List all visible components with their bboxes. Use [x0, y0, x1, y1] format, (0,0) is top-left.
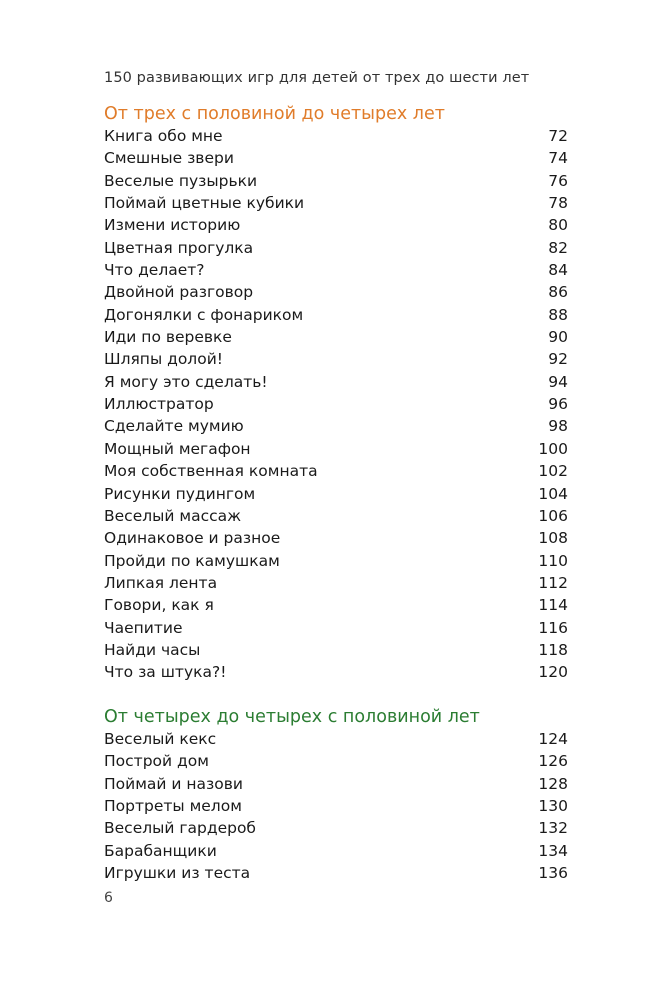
- toc-entry-page: 136: [538, 864, 568, 883]
- toc-entry-page: 110: [538, 551, 568, 570]
- toc-entry[interactable]: [104, 594, 568, 616]
- toc-entry-page: 94: [548, 372, 568, 391]
- toc-entry[interactable]: [104, 326, 568, 348]
- toc-entry-title: Что за штука?!: [104, 663, 227, 682]
- toc-entry-title: Построй дом: [104, 752, 209, 771]
- toc-list: [104, 728, 568, 884]
- toc-entry-title: Двойной разговор: [104, 283, 254, 302]
- toc-entry-title: Портреты мелом: [104, 797, 242, 816]
- toc-entry-page: 76: [548, 171, 568, 190]
- toc-entry[interactable]: [104, 617, 568, 639]
- toc-entry[interactable]: [104, 348, 568, 370]
- toc-entry-page: 106: [538, 506, 568, 525]
- toc-entry-title: Измени историю: [104, 216, 241, 235]
- toc-entry-title: Иллюстратор: [104, 395, 214, 414]
- toc-entry[interactable]: [104, 281, 568, 303]
- toc-entry[interactable]: [104, 505, 568, 527]
- toc-entry[interactable]: [104, 460, 568, 482]
- toc-entry[interactable]: [104, 170, 568, 192]
- toc-section-2: [104, 706, 568, 884]
- toc-entry-title: Догонялки с фонариком: [104, 305, 304, 324]
- toc-entry-title: Цветная прогулка: [104, 238, 254, 257]
- toc-entry-title: Сделайте мумию: [104, 417, 244, 436]
- toc-entry[interactable]: [104, 192, 568, 214]
- toc-entry[interactable]: [104, 817, 568, 839]
- toc-entry[interactable]: [104, 750, 568, 772]
- toc-entry-title: Барабанщики: [104, 841, 217, 860]
- toc-entry[interactable]: [104, 728, 568, 750]
- toc-entry-page: 88: [548, 305, 568, 324]
- toc-entry-title: Поймай цветные кубики: [104, 194, 305, 213]
- toc-entry-title: Веселый гардероб: [104, 819, 256, 838]
- toc-entry[interactable]: [104, 840, 568, 862]
- toc-entry-title: Липкая лента: [104, 573, 218, 592]
- toc-entry-title: Пройди по камушкам: [104, 551, 280, 570]
- toc-entry-title: Говори, как я: [104, 596, 214, 615]
- section-title: От четырех до четырех с половиной лет: [104, 707, 480, 727]
- toc-entry-title: Чаепитие: [104, 618, 183, 637]
- toc-entry-page: 130: [538, 797, 568, 816]
- toc-entry-page: 134: [538, 841, 568, 860]
- toc-entry-page: 132: [538, 819, 568, 838]
- toc-entry-title: Веселые пузырьки: [104, 171, 258, 190]
- toc-entry[interactable]: [104, 661, 568, 683]
- toc-entry-page: 128: [538, 774, 568, 793]
- toc-entry-page: 112: [538, 573, 568, 592]
- section-title: От трех с половиной до четырех лет: [104, 104, 445, 124]
- toc-entry[interactable]: [104, 415, 568, 437]
- toc-entry-page: 84: [548, 261, 568, 280]
- toc-entry-title: Рисунки пудингом: [104, 484, 256, 503]
- toc-entry-page: 90: [548, 328, 568, 347]
- page-number: 6: [104, 890, 113, 906]
- toc-entry[interactable]: [104, 550, 568, 572]
- toc-entry-page: 126: [538, 752, 568, 771]
- toc-entry-title: Веселый кекс: [104, 730, 217, 748]
- toc-entry-page: 108: [538, 529, 568, 548]
- toc-entry-page: 96: [548, 395, 568, 414]
- toc-entry-title: Я могу это сделать!: [104, 372, 268, 391]
- toc-entry-page: 116: [538, 618, 568, 637]
- toc-entry-page: 120: [538, 663, 568, 682]
- toc-entry-page: 118: [538, 640, 568, 659]
- toc-entry-page: 86: [548, 283, 568, 302]
- toc-entry-title: Игрушки из теста: [104, 864, 251, 883]
- toc-entry[interactable]: [104, 237, 568, 259]
- toc-entry-page: 80: [548, 216, 568, 235]
- toc-entry-page: 82: [548, 238, 568, 257]
- running-head: 150 развивающих игр для детей от трех до шести лет: [104, 70, 530, 86]
- toc-entry[interactable]: [104, 773, 568, 795]
- toc-entry[interactable]: [104, 862, 568, 884]
- toc-entry[interactable]: [104, 147, 568, 169]
- toc-list: [104, 125, 568, 684]
- toc-entry[interactable]: [104, 527, 568, 549]
- toc-section-1: [104, 103, 568, 684]
- toc-entry-title: Мощный мегафон: [104, 439, 251, 458]
- toc-entry-page: 124: [538, 730, 568, 748]
- toc-entry-page: 104: [538, 484, 568, 503]
- toc-entry-title: Одинаковое и разное: [104, 529, 281, 548]
- toc-entry-page: 74: [548, 149, 568, 168]
- toc-entry[interactable]: [104, 795, 568, 817]
- toc-entry-title: Веселый массаж: [104, 506, 242, 525]
- toc-entry[interactable]: [104, 393, 568, 415]
- toc-entry-page: 78: [548, 194, 568, 213]
- toc-entry[interactable]: [104, 304, 568, 326]
- toc-entry-title: Шляпы долой!: [104, 350, 223, 369]
- toc-entry-title: Книга обо мне: [104, 127, 223, 145]
- toc-entry-page: 72: [548, 127, 568, 145]
- toc-entry[interactable]: [104, 639, 568, 661]
- toc-entry[interactable]: [104, 483, 568, 505]
- toc-entry-title: Смешные звери: [104, 149, 234, 168]
- toc-entry[interactable]: [104, 572, 568, 594]
- toc-entry[interactable]: [104, 259, 568, 281]
- toc-entry-title: Моя собственная комната: [104, 462, 318, 481]
- toc-entry[interactable]: [104, 214, 568, 236]
- toc-entry-page: 98: [548, 417, 568, 436]
- toc-entry-title: Иди по веревке: [104, 328, 232, 347]
- toc-entry-title: Найди часы: [104, 640, 201, 659]
- toc-entry-page: 102: [538, 462, 568, 481]
- toc-entry-page: 114: [538, 596, 568, 615]
- toc-entry-page: 100: [538, 439, 568, 458]
- toc-entry-title: Что делает?: [104, 261, 205, 280]
- toc-entry[interactable]: [104, 438, 568, 460]
- toc-entry[interactable]: [104, 371, 568, 393]
- toc-entry-title: Поймай и назови: [104, 774, 243, 793]
- toc-entry[interactable]: [104, 125, 568, 147]
- toc-entry-page: 92: [548, 350, 568, 369]
